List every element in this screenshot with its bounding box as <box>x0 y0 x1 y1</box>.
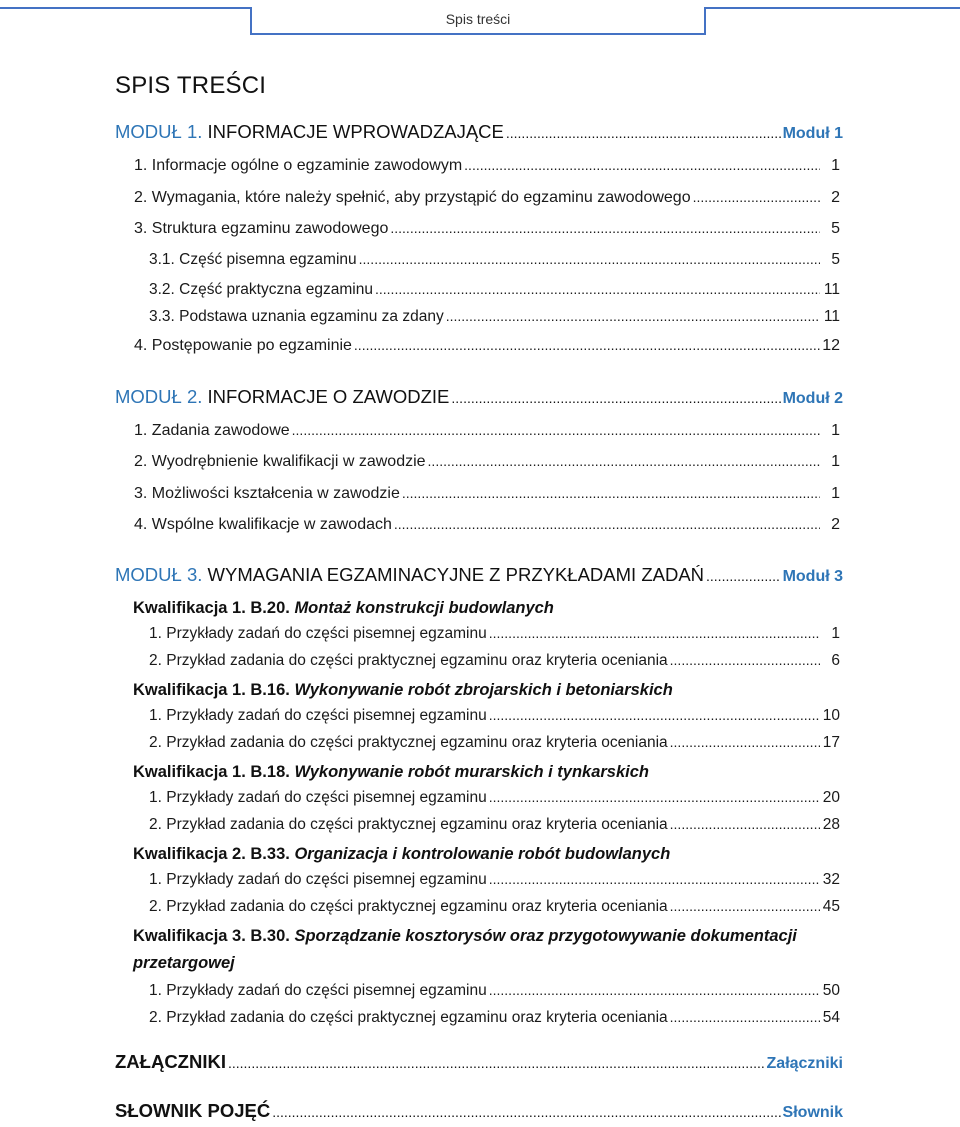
toc-item[interactable]: 2. Wyodrębnienie kwalifikacji w zawodzie ..... 1 <box>134 453 840 471</box>
toc-subitem[interactable]: 3.3. Podstawa uznania egzaminu za zdany ..... 11 <box>149 308 840 326</box>
toc-subitem[interactable]: 1. Przykłady zadań do części pisemnej egzaminu ..... 32 <box>149 871 840 889</box>
qualification-heading[interactable]: Kwalifikacja 3. B.30. Sporządzanie kosztorysów oraz przygotowywanie dokumentacji <box>133 927 797 945</box>
leader-dots <box>506 125 781 141</box>
module-label: INFORMACJE WPROWADZAJĄCE <box>207 121 504 142</box>
module-page: Moduł 1 <box>782 125 843 142</box>
toc-item[interactable]: 1. Informacje ogólne o egzaminie zawodowym ..... 1 <box>134 157 840 175</box>
toc-subitem[interactable]: 2. Przykład zadania do części praktycznej egzaminu oraz kryteria oceniania ..... 28 <box>149 816 840 834</box>
toc-item[interactable]: 3. Możliwości kształcenia w zawodzie ..... 1 <box>134 485 840 503</box>
leader-dots <box>706 568 781 584</box>
qualification-heading-cont: przetargowej <box>133 954 235 972</box>
module-number: MODUŁ 1. <box>115 121 203 142</box>
toc-subitem[interactable]: 2. Przykład zadania do części praktycznej egzaminu oraz kryteria oceniania ..... 17 <box>149 734 840 752</box>
header-rule-right <box>706 7 960 9</box>
toc-item[interactable]: 4. Wspólne kwalifikacje w zawodach ..... 2 <box>134 516 840 534</box>
toc-module-1[interactable] <box>115 121 843 143</box>
toc-subitem[interactable]: 2. Przykład zadania do części praktycznej egzaminu oraz kryteria oceniania ..... 54 <box>149 1009 840 1027</box>
module-label: INFORMACJE O ZAWODZIE <box>207 386 450 407</box>
module-page: Moduł 2 <box>782 390 843 407</box>
toc-subitem[interactable]: 3.1. Część pisemna egzaminu ..... 5 <box>149 251 840 269</box>
toc-subitem[interactable]: 2. Przykład zadania do części praktycznej egzaminu oraz kryteria oceniania ..... 6 <box>149 652 840 670</box>
leader-dots <box>272 1104 780 1120</box>
page-title: SPIS TREŚCI <box>115 72 267 99</box>
module-page: Moduł 3 <box>782 568 843 585</box>
toc-module-2[interactable] <box>115 386 843 408</box>
toc-attachments[interactable]: ZAŁĄCZNIKI ..... Załączniki <box>115 1051 843 1073</box>
toc-module-3[interactable] <box>115 564 843 586</box>
toc-subitem[interactable]: 3.2. Część praktyczna egzaminu ..... 11 <box>149 281 840 299</box>
toc-subitem[interactable]: 1. Przykłady zadań do części pisemnej egzaminu ..... 50 <box>149 982 840 1000</box>
toc-subitem[interactable]: 1. Przykłady zadań do części pisemnej egzaminu ..... 20 <box>149 789 840 807</box>
header-rule-left <box>0 7 250 9</box>
toc-subitem[interactable]: 1. Przykłady zadań do części pisemnej egzaminu ..... 10 <box>149 707 840 725</box>
qualification-heading[interactable]: Kwalifikacja 2. B.33. Organizacja i kontrolowanie robót budowlanych <box>133 845 671 863</box>
qualification-heading[interactable]: Kwalifikacja 1. B.18. Wykonywanie robót murarskich i tynkarskich <box>133 763 650 781</box>
qualification-heading[interactable]: Kwalifikacja 1. B.20. Montaż konstrukcji budowlanych <box>133 599 554 617</box>
leader-dots <box>228 1055 765 1071</box>
toc-item[interactable]: 1. Zadania zawodowe ..... 1 <box>134 422 840 440</box>
leader-dots <box>451 390 780 406</box>
toc-subitem[interactable]: 1. Przykłady zadań do części pisemnej egzaminu ..... 1 <box>149 625 840 643</box>
toc-item[interactable]: 3. Struktura egzaminu zawodowego ..... 5 <box>134 220 840 238</box>
module-number: MODUŁ 3. <box>115 564 203 585</box>
qualification-heading[interactable]: Kwalifikacja 1. B.16. Wykonywanie robót zbrojarskich i betoniarskich <box>133 681 673 699</box>
header-title: Spis treści <box>445 11 511 27</box>
toc-subitem[interactable]: 2. Przykład zadania do części praktycznej egzaminu oraz kryteria oceniania ..... 45 <box>149 898 840 916</box>
toc-item[interactable]: 2. Wymagania, które należy spełnić, aby przystąpić do egzaminu zawodowego ..... 2 <box>134 189 840 207</box>
toc-glossary[interactable]: SŁOWNIK POJĘĆ ..... Słownik <box>115 1100 843 1122</box>
module-number: MODUŁ 2. <box>115 386 203 407</box>
module-label: WYMAGANIA EGZAMINACYJNE Z PRZYKŁADAMI ZADAŃ <box>207 564 705 585</box>
toc-item[interactable]: 4. Postępowanie po egzaminie ..... 12 <box>134 337 840 355</box>
